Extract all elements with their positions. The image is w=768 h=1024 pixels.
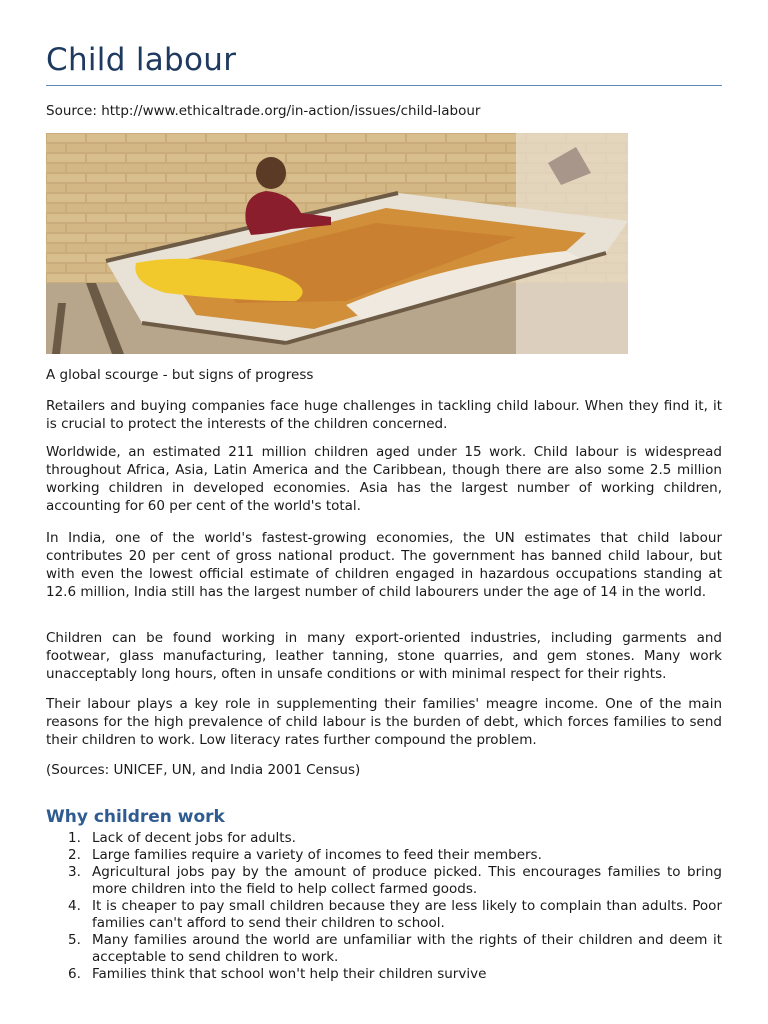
paragraph-india: In India, one of the world's fastest-growing economies, the UN estimates that child labour contributes 20 per cent of gross national product. The government has banned child labour, but with even the lowest official estimate of children engaged in hazardous occupations standing at 12.6 million, India still has the largest number of child labourers under the age of 14 in the world. (46, 530, 722, 600)
source-line: Source: http://www.ethicaltrade.org/in-action/issues/child-labour (46, 103, 481, 119)
list-text: Families think that school won't help their children survive (92, 966, 487, 982)
list-item (46, 830, 722, 847)
list-item (46, 898, 722, 932)
list-text: Large families require a variety of incomes to feed their members. (92, 847, 542, 863)
paragraph-income: Their labour plays a key role in supplementing their families' meagre income. One of the main reasons for the high prevalence of child labour is the burden of debt, which forces families to send their children to work. Low literacy rates further compound the problem. (46, 696, 722, 748)
list-text: Lack of decent jobs for adults. (92, 830, 296, 846)
list-number: 6. (68, 966, 81, 982)
list-number: 2. (68, 847, 81, 863)
list-number: 3. (68, 864, 81, 880)
list-number: 5. (68, 932, 81, 948)
photo-caption: A global scourge - but signs of progress (46, 367, 314, 383)
paragraph-sources: (Sources: UNICEF, UN, and India 2001 Census) (46, 762, 361, 778)
photo-illustration (46, 133, 628, 354)
paragraph-intro: Retailers and buying companies face huge challenges in tackling child labour. When they find it, it is crucial to protect the interests of the children concerned. (46, 398, 722, 432)
page-title: Child labour (46, 42, 237, 78)
child-head (256, 157, 286, 189)
title-divider (46, 85, 722, 86)
list-text: Agricultural jobs pay by the amount of produce picked. This encourages families to bring more children into the field to help collect farmed goods. (92, 864, 722, 897)
paragraph-industries: Children can be found working in many export-oriented industries, including garments and footwear, glass manufacturing, leather tanning, stone quarries, and gem stones. Many work unacceptably long hours, often in unsafe conditions or with minimal respect for their rights. (46, 630, 722, 682)
paragraph-worldwide: Worldwide, an estimated 211 million children aged under 15 work. Child labour is widespread throughout Africa, Asia, Latin America and the Caribbean, though there are also some 2.5 million working children in developed economies. Asia has the largest number of working children, accounting for 60 per cent of the world's total. (46, 444, 722, 514)
list-number: 4. (68, 898, 81, 914)
list-item (46, 847, 722, 864)
list-item (46, 932, 722, 966)
reasons-list (46, 830, 722, 983)
list-item (46, 864, 722, 898)
list-number: 1. (68, 830, 81, 846)
article-photo (46, 133, 628, 354)
section-heading: Why children work (46, 807, 225, 827)
list-item (46, 966, 722, 983)
list-text: It is cheaper to pay small children because they are less likely to complain than adults. Poor families can't afford to send their children to school. (92, 898, 722, 931)
list-text: Many families around the world are unfamiliar with the rights of their children and deem it acceptable to send children to work. (92, 932, 722, 965)
